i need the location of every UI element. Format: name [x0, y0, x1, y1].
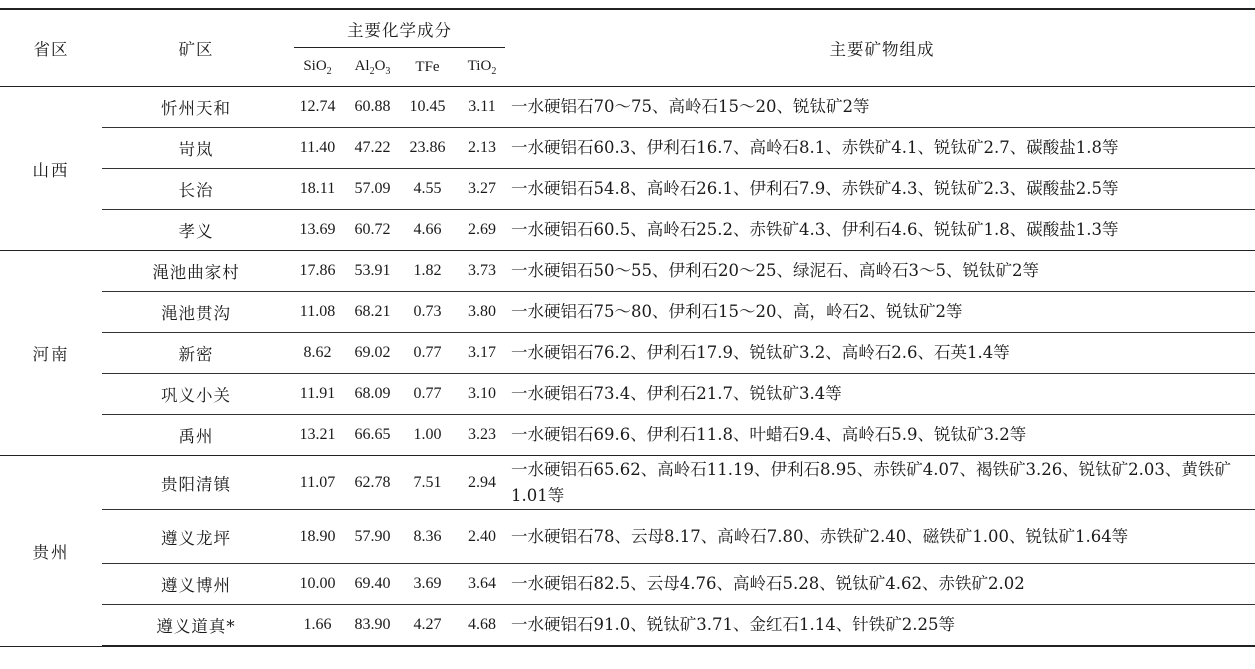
minerals-cell: 一水硬铝石75～80、伊利石15～20、高，岭石2、锐钛矿2等 [509, 292, 1255, 333]
mine-cell: 岢岚 [102, 128, 290, 169]
al2o3-cell: 69.40 [345, 564, 400, 605]
minerals-cell: 一水硬铝石60.3、伊利石16.7、高岭石8.1、赤铁矿4.1、锐钛矿2.7、碳酸盐1.8等 [509, 128, 1255, 169]
tio2-cell: 2.13 [455, 128, 509, 169]
province-cell: 贵州 [0, 456, 102, 647]
tfe-cell: 7.51 [400, 456, 455, 510]
tfe-cell: 4.27 [400, 605, 455, 647]
mine-cell: 渑池曲家村 [102, 251, 290, 292]
sio2-cell: 13.21 [290, 415, 345, 456]
tio2-cell: 3.64 [455, 564, 509, 605]
table-row [0, 456, 1255, 510]
sio2-cell: 10.00 [290, 564, 345, 605]
al2o3-cell: 60.88 [345, 87, 400, 128]
minerals-cell: 一水硬铝石50～55、伊利石20～25、绿泥石、高岭石3～5、锐钛矿2等 [509, 251, 1255, 292]
al2o3-header: $Al_2O_3$ [354, 57, 391, 77]
minerals-cell: 一水硬铝石82.5、云母4.76、高岭石5.28、锐钛矿4.62、赤铁矿2.02 [509, 564, 1255, 605]
chem-composition-header [290, 9, 509, 48]
tfe-cell: 3.69 [400, 564, 455, 605]
al2o3-cell: 69.02 [345, 333, 400, 374]
tfe-cell: 1.00 [400, 415, 455, 456]
table-row [0, 510, 1255, 564]
composition-table [0, 8, 1255, 647]
sio2-cell: 11.07 [290, 456, 345, 510]
mine-cell: 渑池贯沟 [102, 292, 290, 333]
sio2-cell: 13.69 [290, 210, 345, 251]
tio2-cell: 3.23 [455, 415, 509, 456]
mine-cell: 禹州 [102, 415, 290, 456]
minerals-cell: 一水硬铝石65.62、高岭石11.19、伊利石8.95、赤铁矿4.07、褐铁矿3.26、锐钛矿2.03、黄铁矿1.01等 [509, 456, 1255, 510]
tfe-cell: 8.36 [400, 510, 455, 564]
table-row [0, 128, 1255, 169]
minerals-cell: 一水硬铝石91.0、锐钛矿3.71、金红石1.14、针铁矿2.25等 [509, 605, 1255, 647]
tio2-cell: 2.40 [455, 510, 509, 564]
table-row [0, 564, 1255, 605]
al2o3-cell: 68.09 [345, 374, 400, 415]
minerals-cell: 一水硬铝石73.4、伊利石21.7、锐钛矿3.4等 [509, 374, 1255, 415]
province-header: 省区 [33, 40, 69, 59]
table-body [0, 87, 1255, 647]
province-cell: 山西 [0, 87, 102, 251]
al2o3-cell: 57.09 [345, 169, 400, 210]
minerals-cell: 一水硬铝石54.8、高岭石26.1、伊利石7.9、赤铁矿4.3、锐钛矿2.3、碳酸盐2.5等 [509, 169, 1255, 210]
tio2-cell: 3.10 [455, 374, 509, 415]
tio2-cell: 3.11 [455, 87, 509, 128]
table-row [0, 605, 1255, 647]
minerals-cell: 一水硬铝石69.6、伊利石11.8、叶蜡石9.4、高岭石5.9、锐钛矿3.2等 [509, 415, 1255, 456]
tfe-cell: 0.77 [400, 374, 455, 415]
minerals-cell: 一水硬铝石78、云母8.17、高岭石7.80、赤铁矿2.40、磁铁矿1.00、锐钛矿1.64等 [509, 510, 1255, 564]
mine-cell: 遵义龙坪 [102, 510, 290, 564]
table-row [0, 87, 1255, 128]
sio2-cell: 18.11 [290, 169, 345, 210]
table-row [0, 333, 1255, 374]
province-cell: 河南 [0, 251, 102, 456]
minerals-cell: 一水硬铝石60.5、高岭石25.2、赤铁矿4.3、伊利石4.6、锐钛矿1.8、碳酸盐1.3等 [509, 210, 1255, 251]
tfe-cell: 0.73 [400, 292, 455, 333]
mine-header: 矿区 [178, 40, 214, 59]
tio2-cell: 2.94 [455, 456, 509, 510]
al2o3-cell: 57.90 [345, 510, 400, 564]
tfe-cell: 1.82 [400, 251, 455, 292]
minerals-cell: 一水硬铝石76.2、伊利石17.9、锐钛矿3.2、高岭石2.6、石英1.4等 [509, 333, 1255, 374]
tfe-cell: 4.66 [400, 210, 455, 251]
al2o3-cell: 62.78 [345, 456, 400, 510]
table-row [0, 251, 1255, 292]
minerals-cell: 一水硬铝石70～75、高岭石15～20、锐钛矿2等 [509, 87, 1255, 128]
mine-cell: 忻州天和 [102, 87, 290, 128]
al2o3-cell: 66.65 [345, 415, 400, 456]
mine-cell: 巩义小关 [102, 374, 290, 415]
tio2-cell: 3.17 [455, 333, 509, 374]
tfe-cell: 4.55 [400, 169, 455, 210]
sio2-cell: 11.91 [290, 374, 345, 415]
sio2-cell: 11.08 [290, 292, 345, 333]
sio2-cell: 18.90 [290, 510, 345, 564]
tio2-cell: 2.69 [455, 210, 509, 251]
tio2-cell: 4.68 [455, 605, 509, 647]
sio2-cell: 1.66 [290, 605, 345, 647]
al2o3-cell: 47.22 [345, 128, 400, 169]
mine-cell: 长治 [102, 169, 290, 210]
mine-cell: 孝义 [102, 210, 290, 251]
al2o3-cell: 83.90 [345, 605, 400, 647]
tfe-cell: 23.86 [400, 128, 455, 169]
table-row [0, 374, 1255, 415]
tio2-cell: 3.27 [455, 169, 509, 210]
sio2-cell: 12.74 [290, 87, 345, 128]
mine-cell: 遵义博州 [102, 564, 290, 605]
mine-cell: 贵阳清镇 [102, 456, 290, 510]
sio2-cell: 8.62 [290, 333, 345, 374]
chem-header-rule [294, 47, 505, 48]
sio2-cell: 11.40 [290, 128, 345, 169]
al2o3-cell: 60.72 [345, 210, 400, 251]
table-row [0, 415, 1255, 456]
tfe-cell: 0.77 [400, 333, 455, 374]
mine-cell: 遵义道真* [102, 605, 290, 647]
tio2-cell: 3.80 [455, 292, 509, 333]
al2o3-cell: 68.21 [345, 292, 400, 333]
sio2-header: SiO$_2$ [303, 57, 332, 77]
minerals-header: 主要矿物组成 [829, 40, 935, 59]
table-row [0, 210, 1255, 251]
table-row [0, 169, 1255, 210]
tio2-cell: 3.73 [455, 251, 509, 292]
mine-cell: 新密 [102, 333, 290, 374]
tfe-cell: 10.45 [400, 87, 455, 128]
tio2-header: TiO$_2$ [467, 57, 497, 77]
sio2-cell: 17.86 [290, 251, 345, 292]
tfe-header: TFe [415, 58, 440, 75]
al2o3-cell: 53.91 [345, 251, 400, 292]
table-row [0, 292, 1255, 333]
chem-composition-title: 主要化学成分 [347, 21, 452, 40]
